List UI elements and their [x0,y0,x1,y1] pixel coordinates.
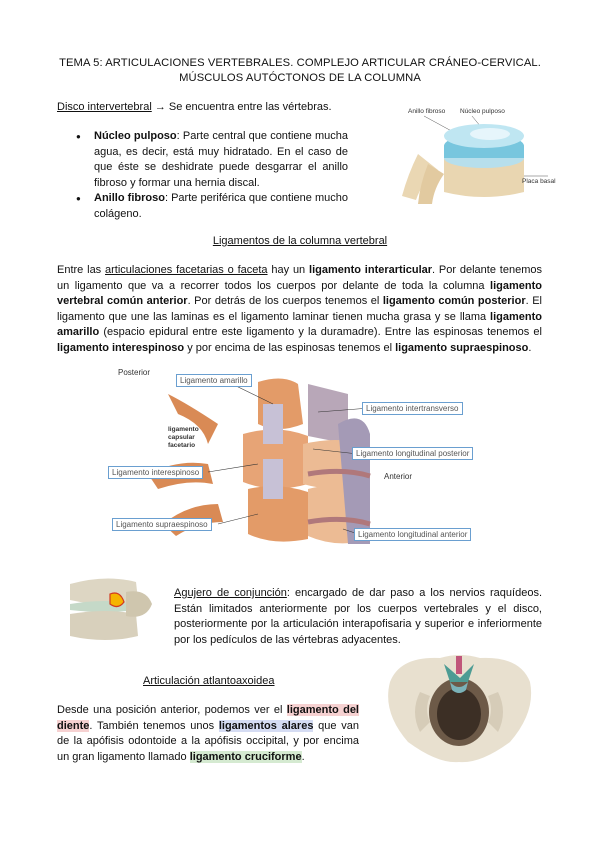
atlanto-paragraph [57,703,359,765]
agujero-heading: Agujero de conjunción [174,587,287,599]
ligamento-del-diente: ligamento del diente [57,704,359,732]
lig-text-3: . Por detrás de los cuerpos tenemos el [187,295,383,307]
lig-comun-anterior: ligamento vertebral común anterior [57,279,542,307]
label-posterior: Posterior [118,368,151,377]
callout-interespinoso: Ligamento interespinoso [108,466,203,479]
atlanto-text-3: que van de la apófisis odontoide a la apófisis occipital, y por encima un gran ligamento llamado [57,719,359,763]
lig-comun-posterior: ligamento común posterior [382,295,526,307]
disco-heading-line [57,100,377,116]
callout-longitudinal-anterior: Ligamento longitudinal anterior [354,528,471,541]
ligamento-cruciforme: ligamento cruciforme [189,750,302,763]
title-line-1: TEMA 5: ARTICULACIONES VERTEBRALES. COMPLEJO ARTICULAR CRÁNEO-CERVICAL. [59,57,541,69]
list-item-nucleo [76,129,348,191]
skull-base-illustration [380,652,538,764]
disco-list [76,129,348,222]
ligament-figure [108,364,492,550]
label-anillo-fibroso: Anillo fibroso [408,108,446,115]
agujero-paragraph [174,586,542,648]
atlanto-text-2: . También tenemos unos [89,719,219,732]
disc-figure [398,104,556,214]
agujero-text: : encargado de dar paso a los nervios raquídeos. Están limitados anteriormente por los cuerpos vertebrales y el disco, posteriormente por la articulación interapofisaria y superior e inferiormente por los pedículos de las vértebras adyacentes. [174,587,542,646]
skull-figure [380,652,538,764]
lig-text-1: Entre las [57,264,106,276]
lig-interespinoso: ligamento interespinoso [57,341,185,354]
disc-illustration [398,104,556,214]
foramen-illustration [66,574,154,644]
label-anterior: Anterior [384,472,413,481]
disco-heading: Disco intervertebral [57,101,152,113]
disco-arrow-text: → Se encuentra entre las vértebras. [151,101,332,113]
callout-ligamento-intertransverso: Ligamento intertransverso [362,402,463,415]
agujero-figure [66,574,154,644]
lig-facetarias: articulaciones facetarias o faceta [105,264,268,276]
lig-interarticular: ligamento interarticular [309,264,433,276]
lig-supraespinoso: ligamento supraespinoso [395,341,529,354]
ligamentos-heading: Ligamentos de la columna vertebral [212,235,388,247]
callout-longitudinal-posterior: Ligamento longitudinal posterior [352,447,473,460]
label-nucleo-pulposo: Núcleo pulposo [460,108,505,115]
ligamentos-alares: ligamentos alares [218,719,314,732]
label-placa-basal: Placa basal [522,178,556,185]
lig-text-4: . El ligamento que une las laminas es el ligamento laminar tienen mucha grasa y se llama [57,295,542,323]
callout-supraespinoso: Ligamento supraespinoso [112,518,212,531]
desc-anillo: : Parte periférica que contiene mucho colágeno. [94,192,348,220]
atlanto-heading: Articulación atlantoaxoidea [143,675,275,687]
lig-text-5: (espacio epidural entre este ligamento y la duramadre). Entre las espinosas tenemos el [99,326,542,338]
lig-amarillo: ligamento amarillo [57,310,542,338]
lig-text-6: y por encima de las espinosas tenemos el [184,341,396,354]
ligamentos-paragraph [57,263,542,356]
list-item-anillo [76,191,348,222]
title-line-2: MÚSCULOS AUTÓCTONOS DE LA COLUMNA [179,72,421,84]
atlanto-text-1: Desde una posición anterior, podemos ver el [57,704,287,716]
label-capsular-facetario: ligamento capsular facetario [168,426,199,449]
page-title [40,56,560,86]
atlanto-text-4: . [301,750,305,763]
lig-text-7: . [528,341,532,354]
callout-ligamento-amarillo: Ligamento amarillo [176,374,252,387]
term-anillo: Anillo fibroso [94,192,165,204]
lig-text-1b: hay un [267,264,310,276]
desc-nucleo: : Parte central que contiene mucha agua, es decir, está muy hidratado. En el caso de que éste se deshidrate puede desgarrar el anillo fibroso y formar una hernia discal. [94,130,349,189]
term-nucleo: Núcleo pulposo [94,130,177,142]
lig-text-2: . Por delante tenemos un ligamento que va a recorrer todos los cuerpos por delante de toda la columna [57,264,542,292]
